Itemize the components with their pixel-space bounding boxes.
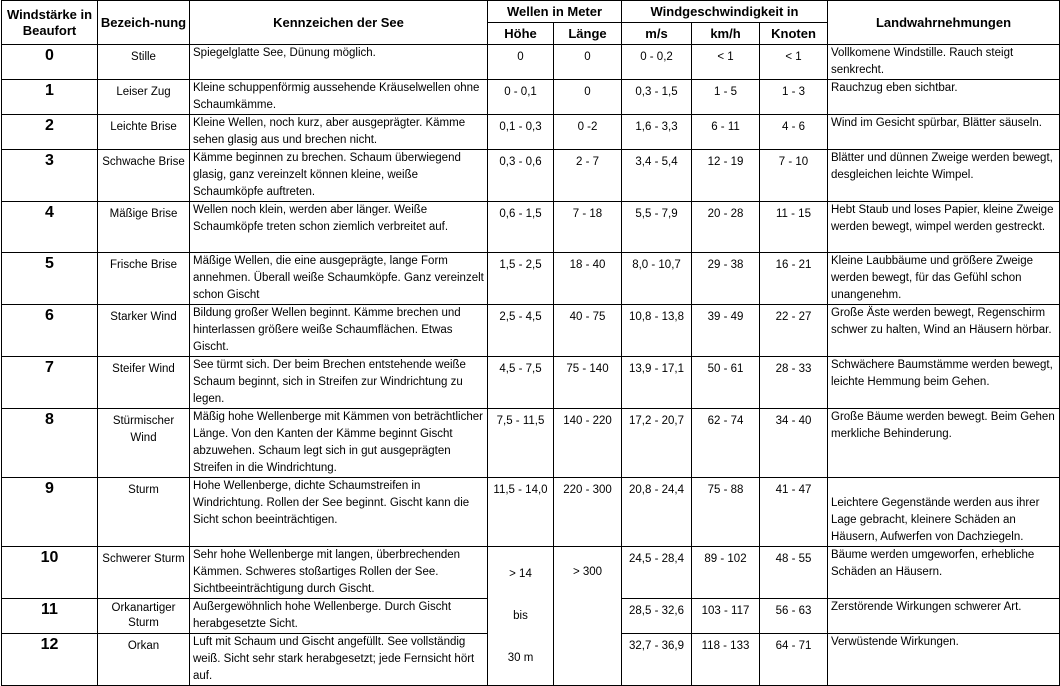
sea-description: Hohe Wellenberge, dichte Schaumstreifen in Windrichtung. Rollen der See beginnt. Gischt kann die Sicht schon beeinträchtigen. xyxy=(190,478,488,547)
sea-description: Mäßig hohe Wellenberge mit Kämmen von beträchtlicher Länge. Von den Kanten der Kämme beginnt Gischt abzuwehen. Schaum legt sich in gut ausgeprägten Streifen in die Windrichtung. xyxy=(190,409,488,478)
speed-ms: 24,5 - 28,4 xyxy=(622,547,692,599)
beaufort-table xyxy=(1,0,1060,686)
table-body xyxy=(2,45,1060,686)
speed-ms: 10,8 - 13,8 xyxy=(622,305,692,357)
wave-length: 75 - 140 xyxy=(554,357,622,409)
speed-ms: 8,0 - 10,7 xyxy=(622,253,692,305)
beaufort-number: 4 xyxy=(2,202,98,253)
speed-knots: 7 - 10 xyxy=(760,150,828,202)
speed-ms: 28,5 - 32,6 xyxy=(622,599,692,634)
header-sea: Kennzeichen der See xyxy=(190,1,488,45)
wind-name: Mäßige Brise xyxy=(98,202,190,253)
wave-height: 0,3 - 0,6 xyxy=(488,150,554,202)
wave-length: 0 xyxy=(554,80,622,115)
speed-ms: 0,3 - 1,5 xyxy=(622,80,692,115)
speed-knots: 16 - 21 xyxy=(760,253,828,305)
beaufort-number: 5 xyxy=(2,253,98,305)
table-row xyxy=(2,115,1060,150)
wind-name: Schwerer Sturm xyxy=(98,547,190,599)
beaufort-number: 6 xyxy=(2,305,98,357)
speed-kmh: 103 - 117 xyxy=(692,599,760,634)
wind-name: Leiser Zug xyxy=(98,80,190,115)
table-row xyxy=(2,150,1060,202)
beaufort-number: 0 xyxy=(2,45,98,80)
header-beaufort: Windstärke in Beaufort xyxy=(2,1,98,45)
speed-knots: 64 - 71 xyxy=(760,634,828,686)
header-waves: Wellen in Meter xyxy=(488,1,622,23)
speed-kmh: 1 - 5 xyxy=(692,80,760,115)
speed-knots: 11 - 15 xyxy=(760,202,828,253)
land-observation: Bäume werden umgeworfen, erhebliche Schäden an Häusern. xyxy=(828,547,1060,599)
speed-kmh: 50 - 61 xyxy=(692,357,760,409)
header-row-1 xyxy=(2,1,1060,23)
wave-height: 11,5 - 14,0 xyxy=(488,478,554,547)
sea-description: Mäßige Wellen, die eine ausgeprägte, lange Form annehmen. Überall weiße Schaumköpfe. Ganz vereinzelt schon Gischt xyxy=(190,253,488,305)
beaufort-number: 3 xyxy=(2,150,98,202)
speed-kmh: 62 - 74 xyxy=(692,409,760,478)
speed-ms: 20,8 - 24,4 xyxy=(622,478,692,547)
table-row xyxy=(2,253,1060,305)
wave-height-line-1: > 14 xyxy=(509,567,532,580)
wind-name: Steifer Wind xyxy=(98,357,190,409)
beaufort-number: 10 xyxy=(2,547,98,599)
wind-name: Schwache Brise xyxy=(98,150,190,202)
speed-knots: 22 - 27 xyxy=(760,305,828,357)
wave-height: 7,5 - 11,5 xyxy=(488,409,554,478)
table-row xyxy=(2,478,1060,547)
wave-height: 4,5 - 7,5 xyxy=(488,357,554,409)
speed-ms: 5,5 - 7,9 xyxy=(622,202,692,253)
wave-length: 0 -2 xyxy=(554,115,622,150)
speed-knots: 1 - 3 xyxy=(760,80,828,115)
land-observation: Schwächere Baumstämme werden bewegt, leichte Hemmung beim Gehen. xyxy=(828,357,1060,409)
speed-ms: 17,2 - 20,7 xyxy=(622,409,692,478)
sea-description: Kämme beginnen zu brechen. Schaum überwiegend glasig, ganz vereinzelt können kleine, weiße Schaumköpfe auftreten. xyxy=(190,150,488,202)
speed-knots: 56 - 63 xyxy=(760,599,828,634)
speed-knots: 4 - 6 xyxy=(760,115,828,150)
land-observation: Leichtere Gegenstände werden aus ihrer Lage gebracht, kleinere Schäden an Häusern, Aufwerfen von Dachziegeln. xyxy=(828,478,1060,547)
speed-kmh: 29 - 38 xyxy=(692,253,760,305)
wave-length: 7 - 18 xyxy=(554,202,622,253)
land-observation: Kleine Laubbäume und größere Zweige werden bewegt, für das Gefühl schon unangenehm. xyxy=(828,253,1060,305)
sea-description: Außergewöhnlich hohe Wellenberge. Durch Gischt herabgesetzte Sicht. xyxy=(190,599,488,634)
land-observation: Blätter und dünnen Zweige werden bewegt, desgleichen leichte Wimpel. xyxy=(828,150,1060,202)
land-observation: Zerstörende Wirkungen schwerer Art. xyxy=(828,599,1060,634)
speed-kmh: < 1 xyxy=(692,45,760,80)
speed-knots: 41 - 47 xyxy=(760,478,828,547)
speed-ms: 1,6 - 3,3 xyxy=(622,115,692,150)
wind-name: Sturm xyxy=(98,478,190,547)
wave-length: 18 - 40 xyxy=(554,253,622,305)
wind-name: Stürmischer Wind xyxy=(98,409,190,478)
wave-length-merged: > 300 xyxy=(554,547,622,686)
speed-kmh: 6 - 11 xyxy=(692,115,760,150)
table-row xyxy=(2,547,1060,599)
header-wind-speed: Windgeschwindigkeit in xyxy=(622,1,828,23)
wave-height-line-3: 30 m xyxy=(507,651,534,664)
speed-ms: 32,7 - 36,9 xyxy=(622,634,692,686)
table-row xyxy=(2,357,1060,409)
wave-height-line-2: bis xyxy=(513,609,528,622)
speed-knots: 28 - 33 xyxy=(760,357,828,409)
speed-kmh: 89 - 102 xyxy=(692,547,760,599)
wave-length: 40 - 75 xyxy=(554,305,622,357)
beaufort-number: 1 xyxy=(2,80,98,115)
wind-name: Orkan xyxy=(98,634,190,686)
wave-length: 0 xyxy=(554,45,622,80)
sea-description: Bildung großer Wellen beginnt. Kämme brechen und hinterlassen größere weiße Schaumflächen. Etwas Gischt. xyxy=(190,305,488,357)
beaufort-number: 12 xyxy=(2,634,98,686)
wind-name: Orkanartiger Sturm xyxy=(98,599,190,634)
beaufort-number: 7 xyxy=(2,357,98,409)
wave-height: 1,5 - 2,5 xyxy=(488,253,554,305)
wind-name: Starker Wind xyxy=(98,305,190,357)
wind-name: Stille xyxy=(98,45,190,80)
wave-height: 0,1 - 0,3 xyxy=(488,115,554,150)
beaufort-number: 2 xyxy=(2,115,98,150)
sea-description: Sehr hohe Wellenberge mit langen, überbrechenden Kämmen. Schweres stoßartiges Rollen der See. Sichtbeeinträchtigung durch Gischt. xyxy=(190,547,488,599)
land-observation: Rauchzug eben sichtbar. xyxy=(828,80,1060,115)
header-wave-length: Länge xyxy=(554,23,622,45)
sea-description: See türmt sich. Der beim Brechen entstehende weiße Schaum beginnt, sich in Streifen zur Windrichtung zu legen. xyxy=(190,357,488,409)
wave-height: 0 - 0,1 xyxy=(488,80,554,115)
wind-name: Leichte Brise xyxy=(98,115,190,150)
speed-knots: 48 - 55 xyxy=(760,547,828,599)
header-wave-height: Höhe xyxy=(488,23,554,45)
wave-height-merged xyxy=(488,547,554,686)
wave-length: 2 - 7 xyxy=(554,150,622,202)
sea-description: Kleine Wellen, noch kurz, aber ausgeprägter. Kämme sehen glasig aus und brechen nicht. xyxy=(190,115,488,150)
sea-description: Spiegelglatte See, Dünung möglich. xyxy=(190,45,488,80)
wind-name: Frische Brise xyxy=(98,253,190,305)
table-row xyxy=(2,305,1060,357)
beaufort-number: 8 xyxy=(2,409,98,478)
beaufort-number: 9 xyxy=(2,478,98,547)
beaufort-number: 11 xyxy=(2,599,98,634)
land-observation: Hebt Staub und loses Papier, kleine Zweige werden bewegt, wimpel werden gestreckt. xyxy=(828,202,1060,253)
table-row xyxy=(2,45,1060,80)
wave-height: 0,6 - 1,5 xyxy=(488,202,554,253)
sea-description: Luft mit Schaum und Gischt angefüllt. See vollständig weiß. Sicht sehr stark herabgesetzt; jede Fernsicht hört auf. xyxy=(190,634,488,686)
table-row xyxy=(2,409,1060,478)
speed-ms: 3,4 - 5,4 xyxy=(622,150,692,202)
land-observation: Wind im Gesicht spürbar, Blätter säuseln. xyxy=(828,115,1060,150)
speed-knots: 34 - 40 xyxy=(760,409,828,478)
table-row xyxy=(2,202,1060,253)
header-land: Landwahrnehmungen xyxy=(828,1,1060,45)
speed-kmh: 12 - 19 xyxy=(692,150,760,202)
speed-kmh: 39 - 49 xyxy=(692,305,760,357)
sea-description: Kleine schuppenförmig aussehende Kräuselwellen ohne Schaumkämme. xyxy=(190,80,488,115)
speed-kmh: 118 - 133 xyxy=(692,634,760,686)
sea-description: Wellen noch klein, werden aber länger. Weiße Schaumköpfe treten schon ziemlich verbreitet auf. xyxy=(190,202,488,253)
land-observation: Verwüstende Wirkungen. xyxy=(828,634,1060,686)
wave-height: 2,5 - 4,5 xyxy=(488,305,554,357)
land-observation: Große Äste werden bewegt, Regenschirm schwer zu halten, Wind an Häusern hörbar. xyxy=(828,305,1060,357)
land-observation: Große Bäume werden bewegt. Beim Gehen merkliche Behinderung. xyxy=(828,409,1060,478)
speed-kmh: 75 - 88 xyxy=(692,478,760,547)
wave-height: 0 xyxy=(488,45,554,80)
speed-ms: 0 - 0,2 xyxy=(622,45,692,80)
speed-ms: 13,9 - 17,1 xyxy=(622,357,692,409)
header-kmh: km/h xyxy=(692,23,760,45)
wave-length: 140 - 220 xyxy=(554,409,622,478)
speed-kmh: 20 - 28 xyxy=(692,202,760,253)
table-row xyxy=(2,80,1060,115)
header-name: Bezeich-nung xyxy=(98,1,190,45)
header-knots: Knoten xyxy=(760,23,828,45)
land-observation: Vollkomene Windstille. Rauch steigt senkrecht. xyxy=(828,45,1060,80)
wave-length: 220 - 300 xyxy=(554,478,622,547)
speed-knots: < 1 xyxy=(760,45,828,80)
header-ms: m/s xyxy=(622,23,692,45)
